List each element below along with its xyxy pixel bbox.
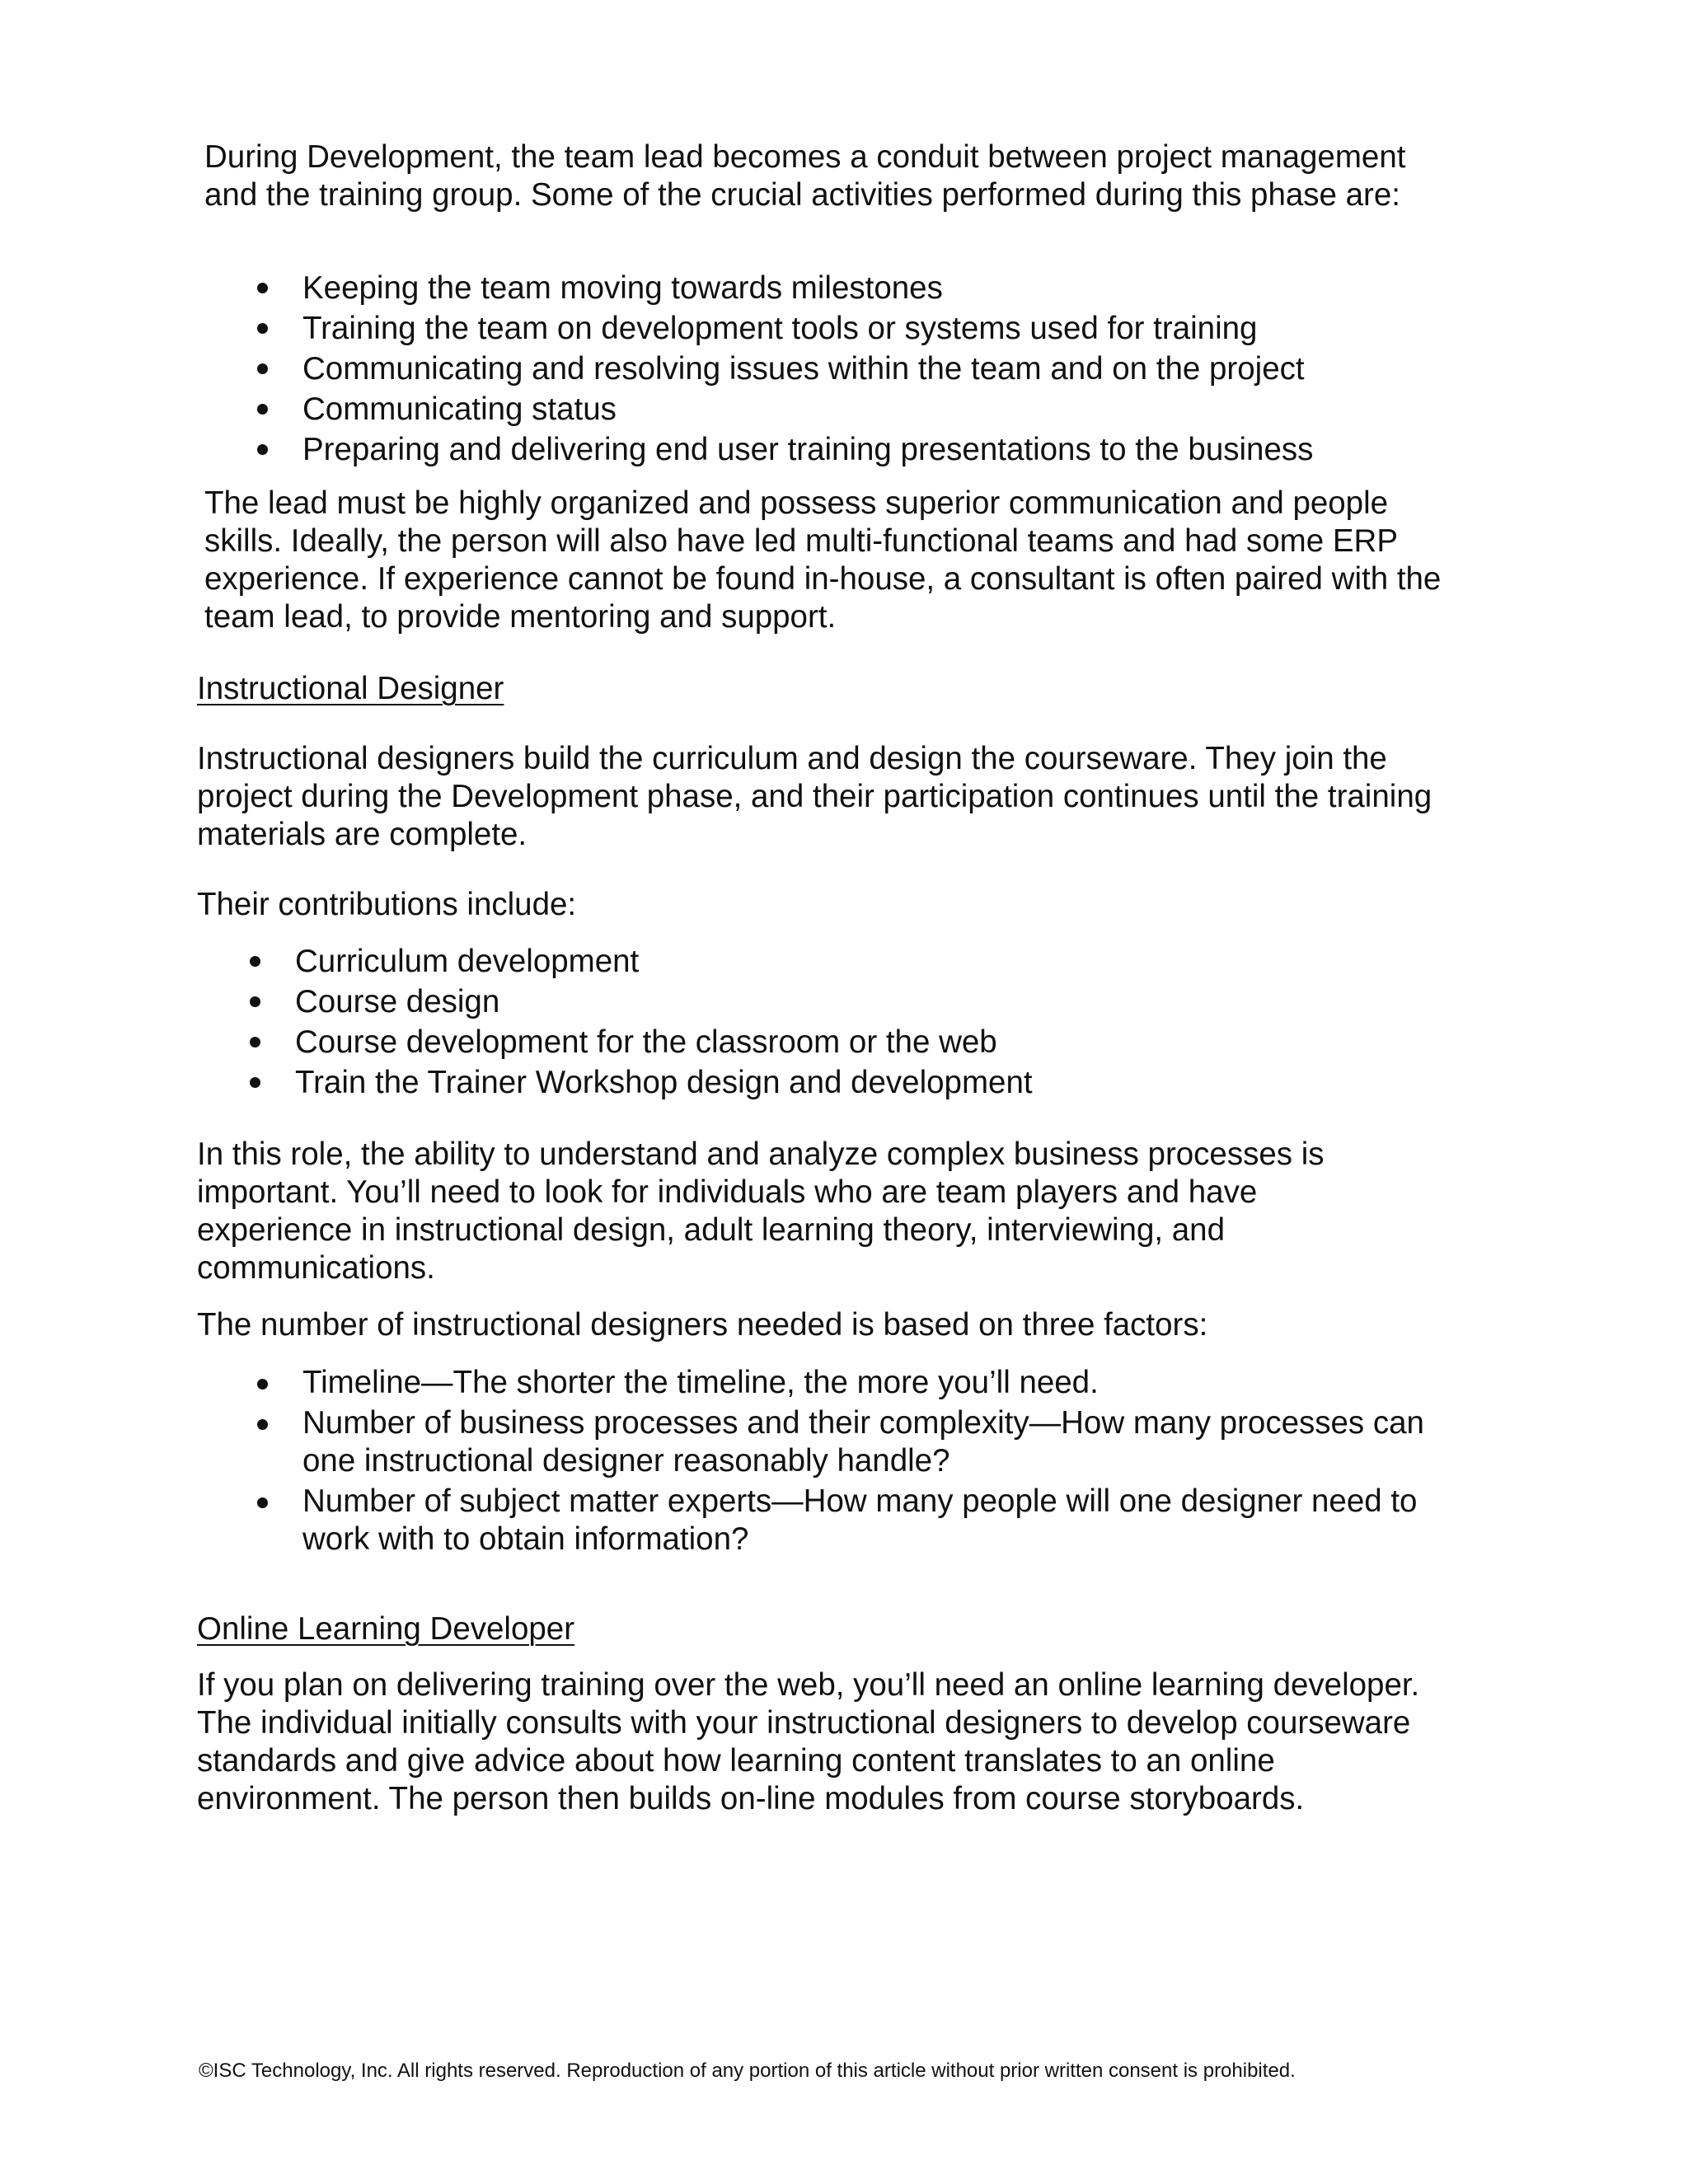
bullet-icon: [257, 1419, 268, 1430]
list-item: [302, 1364, 1432, 1402]
list-item-text: Curriculum development: [295, 944, 640, 979]
factors-intro: The number of instructional designers needed is based on three factors:: [197, 1307, 1208, 1343]
bullet-icon: [257, 444, 268, 455]
list-item-text: Number of business processes and their complexity—How many processes can one instructional designer reasonably handle?: [302, 1405, 1424, 1479]
bullet-icon: [250, 1077, 260, 1088]
instructional-designer-paragraph: Instructional designers build the curriculum and design the courseware. They join the project during the Development phase, and their participation continues until the training materials are complete.: [197, 741, 1432, 852]
list-item: [295, 1022, 1498, 1062]
bullet-icon: [257, 1497, 268, 1508]
list-item-text: Course design: [295, 984, 500, 1019]
list-item: [295, 982, 1498, 1022]
bullet-icon: [257, 1379, 268, 1390]
list-item: [302, 308, 1506, 349]
online-learning-developer-paragraph: If you plan on delivering training over the web, you’ll need an online learning developer. The individual initially consults with your instructional designers to develop courseware standards and give advice about how learning content translates to an online environment. The person then builds on-line modules from course storyboards.: [197, 1667, 1420, 1816]
copyright-footer: ©ISC Technology, Inc. All rights reserved. Reproduction of any portion of this article without prior written consent is prohibited.: [199, 2060, 1296, 2082]
list-item-text: Training the team on development tools or systems used for training: [302, 311, 1258, 346]
list-item-text: Keeping the team moving towards milestones: [302, 270, 943, 306]
factors-bullet-list: [302, 1364, 1432, 1561]
list-item-text: Number of subject matter experts—How many people will one designer need to work with to obtain information?: [302, 1483, 1418, 1557]
list-item-text: Preparing and delivering end user training presentations to the business: [302, 432, 1314, 467]
contributions-bullet-list: [295, 941, 1498, 1103]
bullet-icon: [257, 404, 268, 415]
list-item-text: Communicating status: [302, 391, 617, 427]
list-item: [295, 941, 1498, 982]
list-item: [302, 349, 1506, 389]
lead-qualifications-paragraph: The lead must be highly organized and possess superior communication and people skills. Ideally, the person will also have led multi-functional teams and had some ERP experience. If experience cannot be found in-house, a consultant is often paired with the team lead, to provide mentoring and support.: [204, 485, 1442, 635]
list-item-text: Timeline—The shorter the timeline, the more you’ll need.: [302, 1365, 1099, 1400]
online-learning-developer-heading: Online Learning Developer: [197, 1611, 575, 1647]
list-item: [302, 1404, 1432, 1480]
bullet-icon: [257, 363, 268, 374]
list-item-text: Train the Trainer Workshop design and development: [295, 1065, 1033, 1100]
list-item: [302, 389, 1506, 429]
intro-paragraph: During Development, the team lead becomes a conduit between project management and the training group. Some of the crucial activities performed during this phase are:: [204, 139, 1406, 213]
contributions-intro: Their contributions include:: [197, 887, 577, 922]
bullet-icon: [257, 323, 268, 334]
intro-bullet-list: [302, 268, 1506, 470]
instructional-designer-heading: Instructional Designer: [197, 671, 504, 706]
role-paragraph: In this role, the ability to understand and analyze complex business processes is important. You’ll need to look for individuals who are team players and have experience in instructional design, adult learning theory, interviewing, and communications.: [197, 1137, 1325, 1286]
list-item-text: Communicating and resolving issues within the team and on the project: [302, 351, 1305, 387]
bullet-icon: [250, 1037, 260, 1047]
list-item: [302, 429, 1506, 470]
bullet-icon: [250, 996, 260, 1007]
list-item: [295, 1062, 1498, 1103]
list-item: [302, 268, 1506, 308]
bullet-icon: [250, 956, 260, 967]
list-item: [302, 1483, 1432, 1558]
bullet-icon: [257, 283, 268, 293]
list-item-text: Course development for the classroom or the web: [295, 1024, 997, 1060]
